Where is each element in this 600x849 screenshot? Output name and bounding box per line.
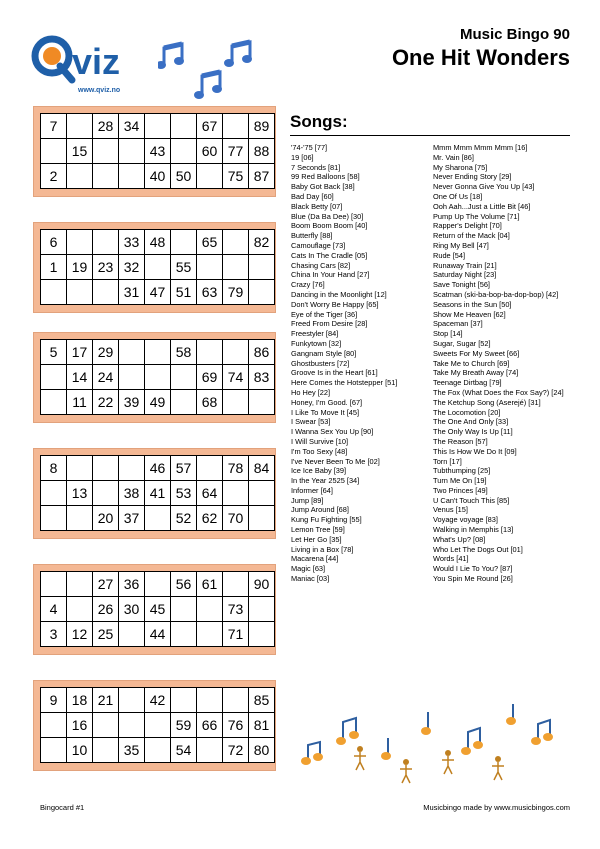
bingo-cell: 29 [93,340,119,365]
bingo-row [41,114,275,139]
song-item: U Can't Touch This [85] [433,495,510,505]
song-item: Here Comes the Hotstepper [51] [291,378,398,388]
bingo-cell [119,340,145,365]
song-item: Freestyler [84] [291,329,339,339]
songs-column-2 [433,143,564,584]
bingo-cell [145,506,171,531]
song-item: The Locomotion [20] [433,407,501,417]
song-item: The Ketchup Song (Aserejé) [31] [433,397,541,407]
bingo-cell [171,365,197,390]
bingo-cell: 10 [67,738,93,763]
bingo-cell [41,481,67,506]
bingo-cell [93,456,119,481]
bingo-cell: 80 [249,738,275,763]
song-item: I'm Too Sexy [48] [291,446,348,456]
song-item: 7 Seconds [81] [291,162,341,172]
song-item: Groove Is in the Heart [61] [291,368,378,378]
song-item: Crazy [76] [291,280,325,290]
bingo-cell: 88 [249,139,275,164]
bingo-cell [119,365,145,390]
bingo-row [41,713,275,738]
bingo-cell [197,255,223,280]
song-item: Seasons in the Sun [50] [433,299,512,309]
song-item: Save Tonight [56] [433,280,490,290]
bingo-row [41,255,275,280]
bingo-card [33,106,276,197]
song-item: Baby Got Back [38] [291,182,355,192]
song-item: Take My Breath Away [74] [433,368,519,378]
song-item: Scatman (ski-ba-bop-ba-dop-bop) [42] [433,289,559,299]
song-item: Ho Hey [22] [291,387,331,397]
bingo-cell [145,738,171,763]
bingo-cell [119,713,145,738]
bingo-cell [223,114,249,139]
logo-website: www.qviz.no [78,87,121,94]
bingo-row [41,139,275,164]
bingo-cell [41,713,67,738]
song-item: Eye of the Tiger [36] [291,309,358,319]
bingo-cell: 37 [119,506,145,531]
bingo-cell: 36 [119,572,145,597]
bingo-cell [197,688,223,713]
song-item: One Of Us [18] [433,191,483,201]
bingo-cell: 75 [223,164,249,189]
song-item: Jump Around [68] [291,505,349,515]
bingo-cell: 89 [249,114,275,139]
song-item: I Will Survive [10] [291,436,349,446]
bingo-row [41,365,275,390]
bingo-cell: 49 [145,390,171,415]
bingo-grid [40,455,275,531]
bingo-cell [67,114,93,139]
song-item: Spaceman [37] [433,319,483,329]
bingo-cell [93,481,119,506]
bingo-card [33,564,276,655]
song-item: Boom Boom Boom [40] [291,221,368,231]
song-item: Rude [54] [433,250,466,260]
song-item: Stop [14] [433,329,463,339]
bingo-cell [67,164,93,189]
song-item: Funkytown [32] [291,338,342,348]
bingo-card [33,222,276,313]
bingo-cell [145,255,171,280]
bingo-cell: 46 [145,456,171,481]
bingo-cell [93,139,119,164]
song-item: Rapper's Delight [70] [433,221,502,231]
bingo-row [41,572,275,597]
song-item: Mr. Vain [86] [433,152,474,162]
song-item: Saturday Night [23] [433,270,497,280]
bingo-cell: 69 [197,365,223,390]
bingo-cell: 74 [223,365,249,390]
bingo-cell: 27 [93,572,119,597]
bingo-cell [197,738,223,763]
bingo-cell [249,481,275,506]
song-item: Pump Up The Volume [71] [433,211,520,221]
bingo-cell: 7 [41,114,67,139]
bingo-cell: 78 [223,456,249,481]
bingo-cell: 14 [67,365,93,390]
bingo-cell [171,622,197,647]
svg-text:viz: viz [72,41,121,82]
bingo-cell [223,340,249,365]
bingo-cell [67,280,93,305]
bingo-cell: 28 [93,114,119,139]
song-item: Ice Ice Baby [39] [291,466,347,476]
bingo-cell: 86 [249,340,275,365]
bingo-cell: 73 [223,597,249,622]
bingo-cell [119,139,145,164]
bingo-cell [93,230,119,255]
bingo-cell: 44 [145,622,171,647]
song-item: Mmm Mmm Mmm Mmm [16] [433,143,528,152]
song-item: Informer [64] [291,485,333,495]
song-item: Black Betty [07] [291,201,343,211]
bingo-card [33,448,276,539]
bingo-cell: 77 [223,139,249,164]
bingo-cell [223,572,249,597]
bingo-cell [119,456,145,481]
song-item: Torn [17] [433,456,462,466]
bingo-cell [197,456,223,481]
bingo-cell: 61 [197,572,223,597]
bingo-cell: 57 [171,456,197,481]
bingo-row [41,280,275,305]
bingo-cell [41,390,67,415]
bingo-cell: 16 [67,713,93,738]
song-item: Two Princes [49] [433,485,488,495]
song-item: I Wanna Sex You Up [90] [291,427,374,437]
song-item: Take Me to Church [69] [433,358,510,368]
bingo-cell [249,506,275,531]
bingo-cell [145,340,171,365]
song-item: In the Year 2525 [34] [291,476,360,486]
bingo-cell: 66 [197,713,223,738]
bingo-cell: 26 [93,597,119,622]
bingo-row [41,164,275,189]
song-item: '74-'75 [77] [291,143,328,152]
bingo-cell: 22 [93,390,119,415]
bingo-cell [41,280,67,305]
bingo-cell: 53 [171,481,197,506]
bingo-cell: 34 [119,114,145,139]
bingo-cell [223,390,249,415]
bingo-cell [223,230,249,255]
bingo-cell: 48 [145,230,171,255]
bingo-cell [67,456,93,481]
bingo-cell: 83 [249,365,275,390]
bingo-cell: 11 [67,390,93,415]
bingo-cell: 72 [223,738,249,763]
song-item: Magic [63] [291,564,326,574]
bingo-cell: 58 [171,340,197,365]
bingo-cell: 51 [171,280,197,305]
bingo-cell: 12 [67,622,93,647]
bingo-cell [171,390,197,415]
bingo-cell: 35 [119,738,145,763]
song-item: You Spin Me Round [26] [433,574,513,584]
song-item: Ooh Aah...Just a Little Bit [46] [433,201,531,211]
song-item: Words [41] [433,554,469,564]
bingo-cell: 32 [119,255,145,280]
song-item: Teenage Dirtbag [79] [433,378,502,388]
song-item: This Is How We Do It [09] [433,446,517,456]
bingo-cell [223,255,249,280]
bingo-cell [93,713,119,738]
song-item: Sugar, Sugar [52] [433,338,491,348]
bingo-cell: 6 [41,230,67,255]
bingo-cell: 33 [119,230,145,255]
bingo-cell [223,481,249,506]
bingo-cell [41,139,67,164]
bingo-row [41,622,275,647]
song-item: Never Ending Story [29] [433,172,512,182]
bingo-grid [40,687,275,763]
bingo-row [41,340,275,365]
song-item: Honey, I'm Good. [67] [291,397,363,407]
song-item: Tubthumping [25] [433,466,491,476]
bingo-cell [249,255,275,280]
bingo-cell: 71 [223,622,249,647]
bingo-cell: 55 [171,255,197,280]
bingo-cell: 8 [41,456,67,481]
bingo-cell: 21 [93,688,119,713]
bingo-cell: 19 [67,255,93,280]
song-item: 99 Red Balloons [58] [291,172,360,182]
song-item: Jump [89] [291,495,324,505]
song-item: What's Up? [08] [433,534,486,544]
bingo-cell: 5 [41,340,67,365]
bingo-cell [145,114,171,139]
bingo-cell: 18 [67,688,93,713]
bingo-cell [145,572,171,597]
song-item: Return of the Mack [04] [433,231,510,241]
bingo-cell: 79 [223,280,249,305]
bingo-cell [249,390,275,415]
song-item: Walking in Memphis [13] [433,525,514,535]
bingo-cell: 2 [41,164,67,189]
bingo-cell [171,139,197,164]
song-item: Cats In The Cradle [05] [291,250,368,260]
bingo-cell: 56 [171,572,197,597]
song-item: Don't Worry Be Happy [65] [291,299,379,309]
bingo-cell: 59 [171,713,197,738]
bingo-cell: 17 [67,340,93,365]
bingo-cell: 47 [145,280,171,305]
theme-title: One Hit Wonders [391,45,570,70]
bingo-cell [93,280,119,305]
bingo-cell: 31 [119,280,145,305]
bingo-cell: 65 [197,230,223,255]
bingo-cell: 64 [197,481,223,506]
bingo-cell: 42 [145,688,171,713]
song-item: Chasing Cars [82] [291,260,351,270]
bingo-cell [119,622,145,647]
song-item: Maniac [03] [291,574,330,584]
bingo-row [41,456,275,481]
bingo-cell: 43 [145,139,171,164]
bingo-cell [197,340,223,365]
bingo-cell [93,164,119,189]
song-item: Turn Me On [19] [433,476,487,486]
song-item: Lemon Tree [59] [291,525,345,535]
bingo-cell: 20 [93,506,119,531]
song-item: Never Gonna Give You Up [43] [433,182,535,192]
bingo-row [41,688,275,713]
song-item: Who Let The Dogs Out [01] [433,544,523,554]
bingo-cell: 9 [41,688,67,713]
song-item: The Reason [57] [433,436,488,446]
bingo-cell [171,230,197,255]
bingo-cell: 67 [197,114,223,139]
song-item: Freed From Desire [28] [291,319,368,329]
song-item: Sweets For My Sweet [66] [433,348,520,358]
bingo-cell [171,114,197,139]
song-item: I Swear [53] [291,417,331,427]
bingo-cell [249,622,275,647]
bingo-row [41,230,275,255]
bingo-cell: 23 [93,255,119,280]
bingo-cell: 39 [119,390,145,415]
bingo-grid [40,229,275,305]
bingo-cell: 82 [249,230,275,255]
bingo-cell: 3 [41,622,67,647]
bingo-cell [93,738,119,763]
bingo-cell [67,506,93,531]
bingo-cell: 68 [197,390,223,415]
bingo-cell [145,713,171,738]
bingo-cell [249,280,275,305]
bingo-cell: 15 [67,139,93,164]
song-item: Dancing in the Moonlight [12] [291,289,387,299]
bingo-cell: 60 [197,139,223,164]
bingo-row [41,481,275,506]
bingo-row [41,390,275,415]
bingo-grid [40,113,275,189]
credits: Musicbingo made by www.musicbingos.com [423,803,570,812]
song-item: The Fox (What Does the Fox Say?) [24] [433,387,564,397]
bingo-cell [67,597,93,622]
bingo-cell: 25 [93,622,119,647]
song-item: Bad Day [60] [291,191,334,201]
bingo-cell [41,365,67,390]
song-item: Kung Fu Fighting [55] [291,515,362,525]
bingo-cell: 50 [171,164,197,189]
songs-divider [290,135,570,136]
bingo-row [41,738,275,763]
song-item: Living in a Box [78] [291,544,354,554]
bingo-cell [67,230,93,255]
bingo-title: Music Bingo 90 [459,26,570,43]
bingo-cell: 24 [93,365,119,390]
music-notes-icon [158,36,268,106]
bingo-cell: 90 [249,572,275,597]
bingo-cell: 85 [249,688,275,713]
song-item: Ring My Bell [47] [433,240,489,250]
bingo-cell: 70 [223,506,249,531]
bingo-cell: 54 [171,738,197,763]
song-item: Runaway Train [21] [433,260,497,270]
bingo-cell [119,688,145,713]
song-item: My Sharona [75] [433,162,488,172]
song-item: Venus [15] [433,505,468,515]
bingo-cell: 30 [119,597,145,622]
song-item: Let Her Go [35] [291,534,342,544]
bingo-cell: 62 [197,506,223,531]
bingo-grid [40,339,275,415]
bingo-cell: 4 [41,597,67,622]
bingo-cell: 13 [67,481,93,506]
bingo-cell: 84 [249,456,275,481]
bingo-cell [41,572,67,597]
song-item: Would I Lie To You? [87] [433,564,513,574]
song-item: Macarena [44] [291,554,339,564]
songs-heading: Songs: [290,112,348,131]
bingo-card [33,332,276,423]
bingo-cell: 52 [171,506,197,531]
bingo-cell [145,365,171,390]
bingo-cell: 76 [223,713,249,738]
bingo-cell [249,597,275,622]
song-item: Voyage voyage [83] [433,515,498,525]
bingo-cell: 63 [197,280,223,305]
song-item: I Like To Move It [45] [291,407,360,417]
bingo-cell [41,738,67,763]
song-item: Ghostbusters [72] [291,358,350,368]
bingo-cell: 38 [119,481,145,506]
bingocard-number: Bingocard #1 [40,803,85,812]
dancing-notes-icon [298,700,558,785]
bingo-cell: 81 [249,713,275,738]
song-item: 19 [06] [291,152,314,162]
song-item: Camouflage [73] [291,240,346,250]
songs-column-1 [291,143,397,584]
bingo-cell [67,572,93,597]
bingo-cell [119,164,145,189]
bingo-cell: 1 [41,255,67,280]
song-item: Blue (Da Ba Dee) [30] [291,211,364,221]
bingo-cell: 40 [145,164,171,189]
song-item: China In Your Hand [27] [291,270,370,280]
bingo-cell: 45 [145,597,171,622]
bingo-cell [171,688,197,713]
bingo-cell [197,597,223,622]
song-item: Gangnam Style [80] [291,348,357,358]
bingo-cell [171,597,197,622]
bingo-cell [197,622,223,647]
song-item: Butterfly [88] [291,231,333,241]
song-item: The One And Only [33] [433,417,509,427]
bingo-cell: 87 [249,164,275,189]
bingo-row [41,506,275,531]
bingo-card [33,680,276,771]
song-item: I've Never Been To Me [02] [291,456,380,466]
bingo-row [41,597,275,622]
bingo-cell [197,164,223,189]
bingo-cell [41,506,67,531]
bingo-grid [40,571,275,647]
song-item: Show Me Heaven [62] [433,309,506,319]
bingo-cell [223,688,249,713]
bingo-cell: 41 [145,481,171,506]
song-item: The Only Way Is Up [11] [433,427,513,437]
